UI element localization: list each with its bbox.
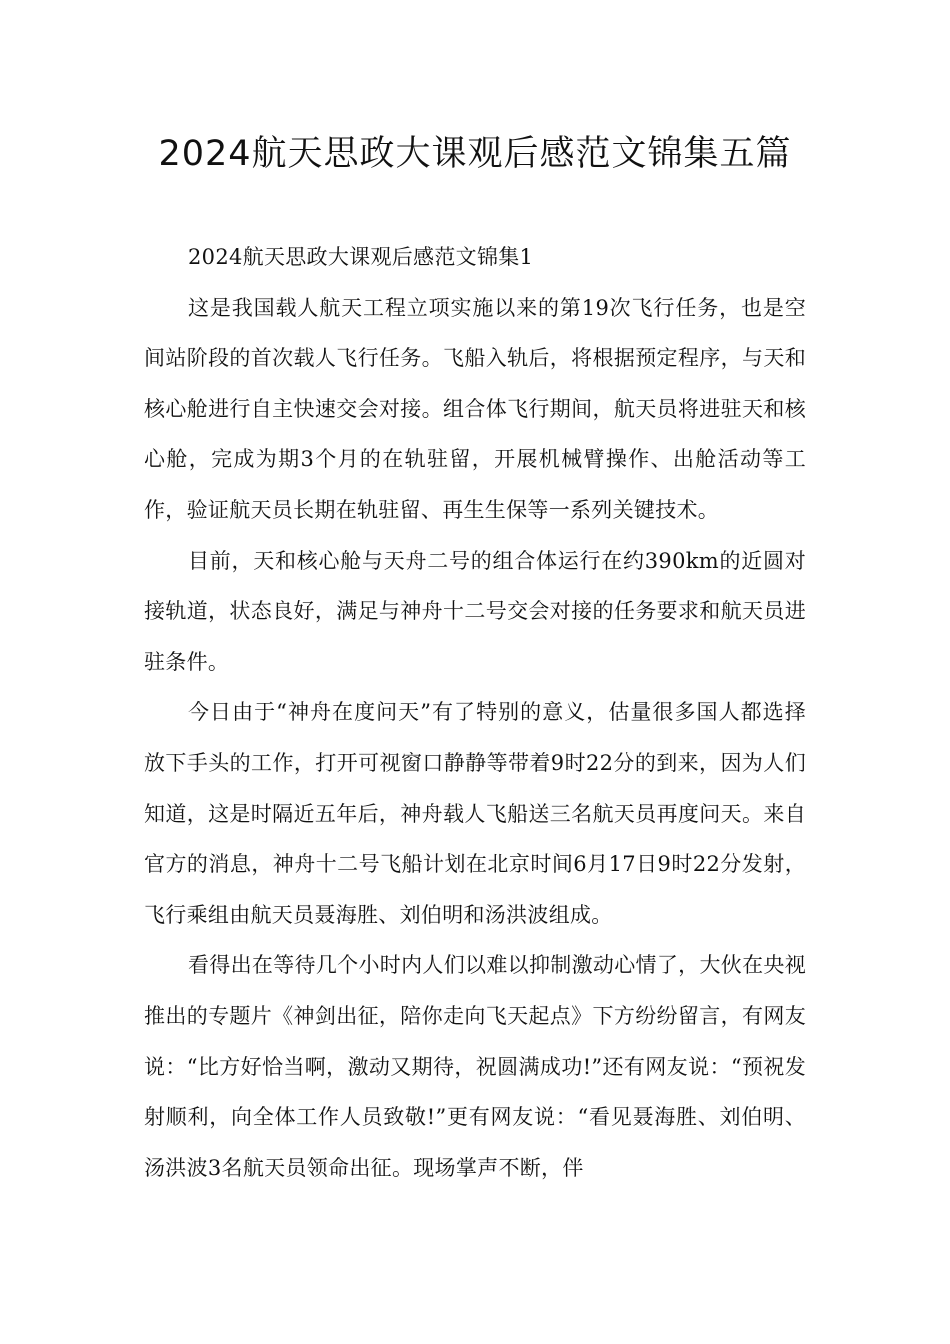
document-body: [144, 232, 806, 1193]
paragraph: 看得出在等待几个小时内人们以难以抑制激动心情了，大伙在央视推出的专题片《神剑出征，陪你走向飞天起点》下方纷纷留言，有网友说：“比方好恰当啊，激动又期待，祝圆满成功!”还有网友说：“预祝发射顺利，向全体工作人员致敬!”更有网友说：“看见聂海胜、刘伯明、汤洪波3名航天员领命出征。现场掌声不断，伴: [144, 953, 806, 1180]
section-heading: 2024航天思政大课观后感范文锦集1: [188, 245, 534, 269]
paragraph: 目前，天和核心舱与天舟二号的组合体运行在约390km的近圆对接轨道，状态良好，满足与神舟十二号交会对接的任务要求和航天员进驻条件。: [144, 548, 806, 674]
paragraph: 这是我国载人航天工程立项实施以来的第19次飞行任务，也是空间站阶段的首次载人飞行任务。飞船入轨后，将根据预定程序，与天和核心舱进行自主快速交会对接。组合体飞行期间，航天员将进驻天和核心舱，完成为期3个月的在轨驻留，开展机械臂操作、出舱活动等工作，验证航天员长期在轨驻留、再生生保等一系列关键技术。: [144, 295, 806, 522]
paragraph: 今日由于“神舟在度问天”有了特别的意义，估量很多国人都选择放下手头的工作，打开可视窗口静静等带着9时22分的到来，因为人们知道，这是时隔近五年后，神舟载人飞船送三名航天员再度问天。来自官方的消息，神舟十二号飞船计划在北京时间6月17日9时22分发射，飞行乘组由航天员聂海胜、刘伯明和汤洪波组成。: [144, 700, 806, 927]
document-title: 2024航天思政大课观后感范文锦集五篇: [158, 134, 792, 174]
